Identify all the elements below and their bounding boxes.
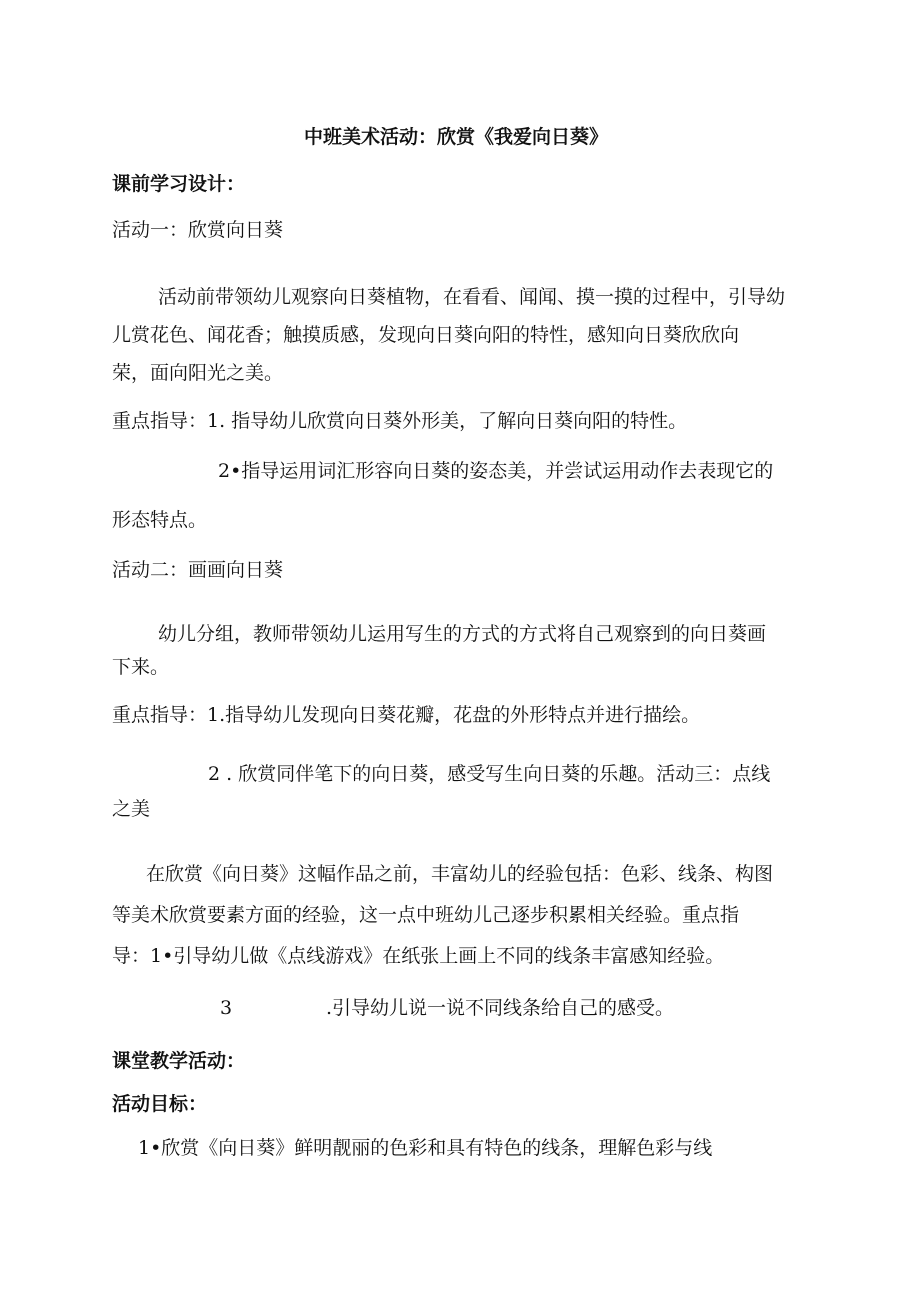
goals-label: 活动目标： [112, 1093, 208, 1115]
paragraph-line: 导：1•引导幼儿做《点线游戏》在纸张上画上不同的线条丰富感知经验。 [112, 945, 725, 967]
key-point: 之美 [112, 798, 151, 820]
goal-item: 1•欣赏《向日葵》鲜明靓丽的色彩和具有特色的线条，理解色彩与线 [138, 1137, 713, 1159]
key-point: 重点指导：1.指导幼儿发现向日葵花瓣，花盘的外形特点并进行描绘。 [112, 704, 701, 726]
key-point: .引导幼儿说一说不同线条给自己的感受。 [326, 997, 675, 1019]
paragraph-line: 幼儿分组，教师带领幼儿运用写生的方式的方式将自己观察到的向日葵画 [158, 623, 767, 645]
key-point-number: 3 [220, 997, 233, 1019]
activity-label: 活动二：画画向日葵 [112, 559, 284, 581]
paragraph-line: 荣，面向阳光之美。 [112, 362, 284, 384]
paragraph-line: 儿赏花色、闻花香；触摸质感，发现向日葵向阳的特性，感知向日葵欣欣向 [112, 324, 740, 346]
paragraph-line: 在欣赏《向日葵》这幅作品之前，丰富幼儿的经验包括：色彩、线条、构图 [146, 863, 774, 885]
activity-label: 活动一：欣赏向日葵 [112, 219, 284, 241]
key-point: 2•指导运用词汇形容向日葵的姿态美，并尝试运用动作去表现它的 [218, 460, 774, 482]
section-heading: 课前学习设计： [112, 173, 246, 195]
key-point: 重点指导：1. 指导幼儿欣赏向日葵外形美，了解向日葵向阳的特性。 [112, 410, 688, 432]
paragraph-line: 等美术欣赏要素方面的经验，这一点中班幼儿己逐步积累相关经验。重点指 [112, 904, 740, 926]
section-heading: 课堂教学活动： [112, 1050, 246, 1072]
key-point: 2 . 欣赏同伴笔下的向日葵，感受写生向日葵的乐趣。活动三：点线 [208, 763, 771, 785]
paragraph-line: 活动前带领幼儿观察向日葵植物，在看看、闻闻、摸一摸的过程中，引导幼 [158, 286, 786, 308]
page-title: 中班美术活动：欣赏《我爱向日葵》 [304, 126, 609, 148]
paragraph-line: 下来。 [112, 656, 170, 678]
key-point: 形态特点。 [112, 509, 208, 531]
